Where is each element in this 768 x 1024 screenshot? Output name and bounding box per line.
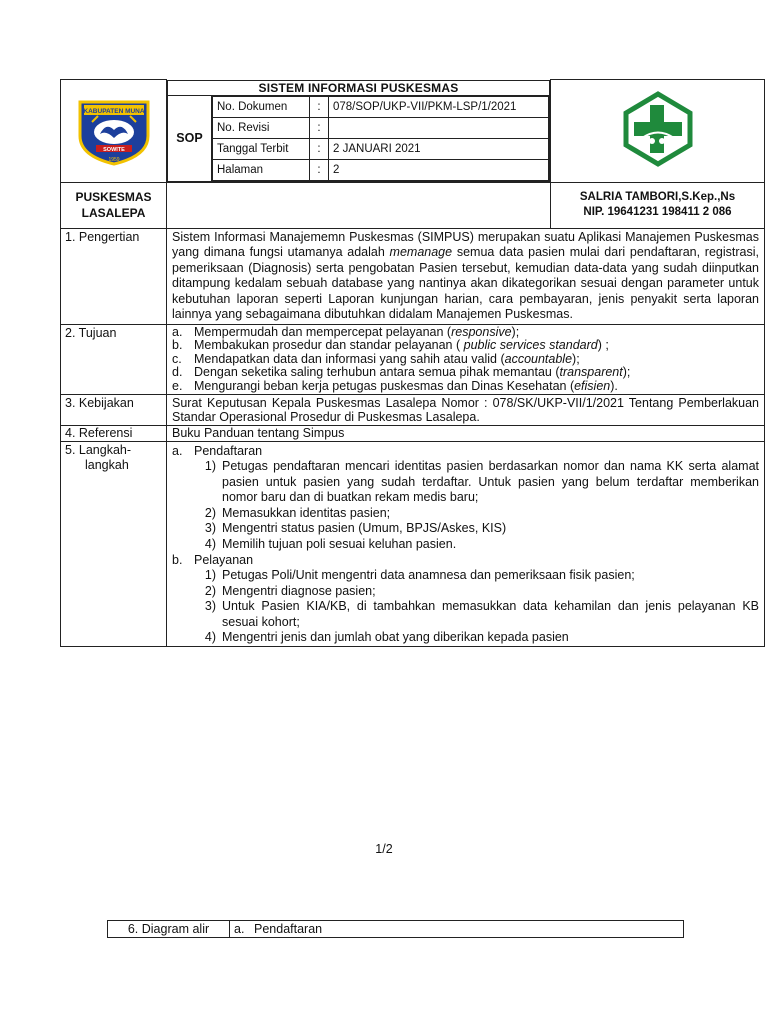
unit-line-2: LASALEPA xyxy=(81,206,146,220)
document-meta-table xyxy=(212,96,549,181)
diagram-alir-cell: a. Pendaftaran xyxy=(230,921,684,938)
emphasis-text: memanage xyxy=(389,245,453,259)
list-item: e. Mengurangi beban kerja petugas puskesmas dan Dinas Kesehatan (efisien). xyxy=(172,378,618,393)
meta-key: No. Revisi xyxy=(213,117,310,138)
list-item: a. Mempermudah dan mempercepat pelayanan (responsive); xyxy=(172,324,520,339)
langkah-a-heading: a. Pendaftaran xyxy=(172,444,263,458)
langkah-b-heading: b. Pelayanan xyxy=(172,553,254,567)
list-item: 2) Mengentri diagnose pasien; xyxy=(204,583,376,598)
section-referensi xyxy=(61,426,765,442)
meta-value: 2 xyxy=(329,159,549,180)
list-item: b. Membakukan prosedur dan standar pelayanan ( public services standard) ; xyxy=(172,338,609,352)
list-item: d. Dengan seketika saling terhubun antara semua pihak memantau (transparent); xyxy=(172,365,631,379)
kebijakan-text: Surat Keputusan Kepala Puskesmas Lasalepa Nomor : 078/SK/UKP-VII/1/2021 Tentang Pemberlakuan Standar Operasional Prosedur di Puskesmas Lasalepa. xyxy=(167,395,765,426)
page2-table xyxy=(107,920,684,938)
svg-text:SOWITE: SOWITE xyxy=(102,147,125,154)
section-label: 1. Pengertian xyxy=(61,228,167,324)
section-label: 4. Referensi xyxy=(61,426,167,442)
unit-line-1: PUSKESMAS xyxy=(75,190,152,204)
signer-name: SALRIA TAMBORI,S.Kep.,Ns xyxy=(579,191,736,203)
kabupaten-muna-emblem-icon xyxy=(74,92,154,166)
sop-label: SOP xyxy=(168,95,212,181)
label-line: langkah xyxy=(85,458,129,472)
sop-table xyxy=(60,79,765,647)
meta-colon: : xyxy=(310,96,329,117)
meta-colon: : xyxy=(310,117,329,138)
meta-row-tanggal xyxy=(213,138,549,159)
meta-row-dokumen xyxy=(213,96,549,117)
section-tujuan xyxy=(61,324,765,395)
svg-text:1959: 1959 xyxy=(107,157,120,164)
puskesmas-logo-icon xyxy=(622,91,694,167)
pelayanan-steps xyxy=(172,568,759,646)
meta-key: No. Dokumen xyxy=(213,96,310,117)
meta-colon: : xyxy=(310,138,329,159)
pengertian-text xyxy=(167,228,765,324)
label-line: 5. Langkah- xyxy=(65,443,132,457)
list-item: 3) Mengentri status pasien (Umum, BPJS/Askes, KIS) xyxy=(204,521,507,535)
signer-cell xyxy=(551,182,765,228)
section-pengertian xyxy=(61,228,765,324)
referensi-text: Buku Panduan tentang Simpus xyxy=(167,426,765,442)
signer-nip: NIP. 19641231 198411 2 086 xyxy=(583,206,732,218)
meta-key: Tanggal Terbit xyxy=(213,138,310,159)
pendaftaran-steps xyxy=(172,459,759,552)
text-part: Sistem Informasi Manajememn Puskesmas (SIMPUS) merupakan suatu Aplikasi Manajemen Puskesmas yang dimana fungsi utamanya adalah xyxy=(172,229,759,259)
list-item: 1) Petugas pendaftaran mencari identitas pasien berdasarkan nomor dan nama KK serta alamat pasien untuk pasien yang sudah terdaftar. Untuk pasien yang belum terdaftar memberikan nomor baru dan di buatkan rekam medis baru; xyxy=(204,459,759,504)
meta-colon: : xyxy=(310,159,329,180)
section-kebijakan xyxy=(61,395,765,426)
meta-key: Halaman xyxy=(213,159,310,180)
blank-cell xyxy=(167,182,551,228)
page-number: 1/2 xyxy=(375,842,393,856)
diagram-alir-label: 6. Diagram alir xyxy=(108,921,230,938)
list-item: 2) Memasukkan identitas pasien; xyxy=(204,505,391,520)
section-label: 3. Kebijakan xyxy=(61,395,167,426)
list-item: 4) Memilih tujuan poli sesuai keluhan pasien. xyxy=(204,536,457,551)
meta-value: 2 JANUARI 2021 xyxy=(329,138,549,159)
section-label xyxy=(61,442,167,647)
document-title: SISTEM INFORMASI PUSKESMAS xyxy=(168,80,550,95)
meta-value xyxy=(329,117,549,138)
list-item: 4) Mengentri jenis dan jumlah obat yang diberikan kepada pasien xyxy=(204,630,569,644)
list-item: 3) Untuk Pasien KIA/KB, di tambahkan memasukkan data kehamilan dan jenis pelayanan KB sesuai kohort; xyxy=(204,599,759,629)
svg-text:KABUPATEN MUNA: KABUPATEN MUNA xyxy=(82,108,145,116)
list-item: 1) Petugas Poli/Unit mengentri data anamnesa dan pemeriksaan fisik pasien; xyxy=(204,568,635,582)
unit-name-cell xyxy=(61,182,167,228)
text-part: semua data pasien mulai dari pendaftaran, registrasi, pemeriksaan (Diagnosis) serta pengobatan Pasien tersebut, kemudian data-data yang sudah diinputkan ditampung kedalam sebuah database yang nantinya akan dikategorikan sesuai dengan parameter untuk kebutuhan laporan seperti Laporan kunjungan harian, cara pembayaran, jenis penyakit serta laporan lainnya yang sebagaimana dibutuhkan didalam Manajemen Puskesmas. xyxy=(172,245,759,321)
meta-row-halaman xyxy=(213,159,549,180)
tujuan-list xyxy=(172,326,759,394)
document-header-block xyxy=(167,80,551,182)
list-item: c. Mendapatkan data dan informasi yang sahih atau valid (accountable); xyxy=(172,351,580,366)
puskesmas-logo-cell xyxy=(551,80,765,183)
section-label: 2. Tujuan xyxy=(61,324,167,395)
meta-row-revisi xyxy=(213,117,549,138)
meta-value: 078/SOP/UKP-VII/PKM-LSP/1/2021 xyxy=(329,96,549,117)
kabupaten-muna-logo-cell xyxy=(61,80,167,183)
section-langkah xyxy=(61,442,765,647)
